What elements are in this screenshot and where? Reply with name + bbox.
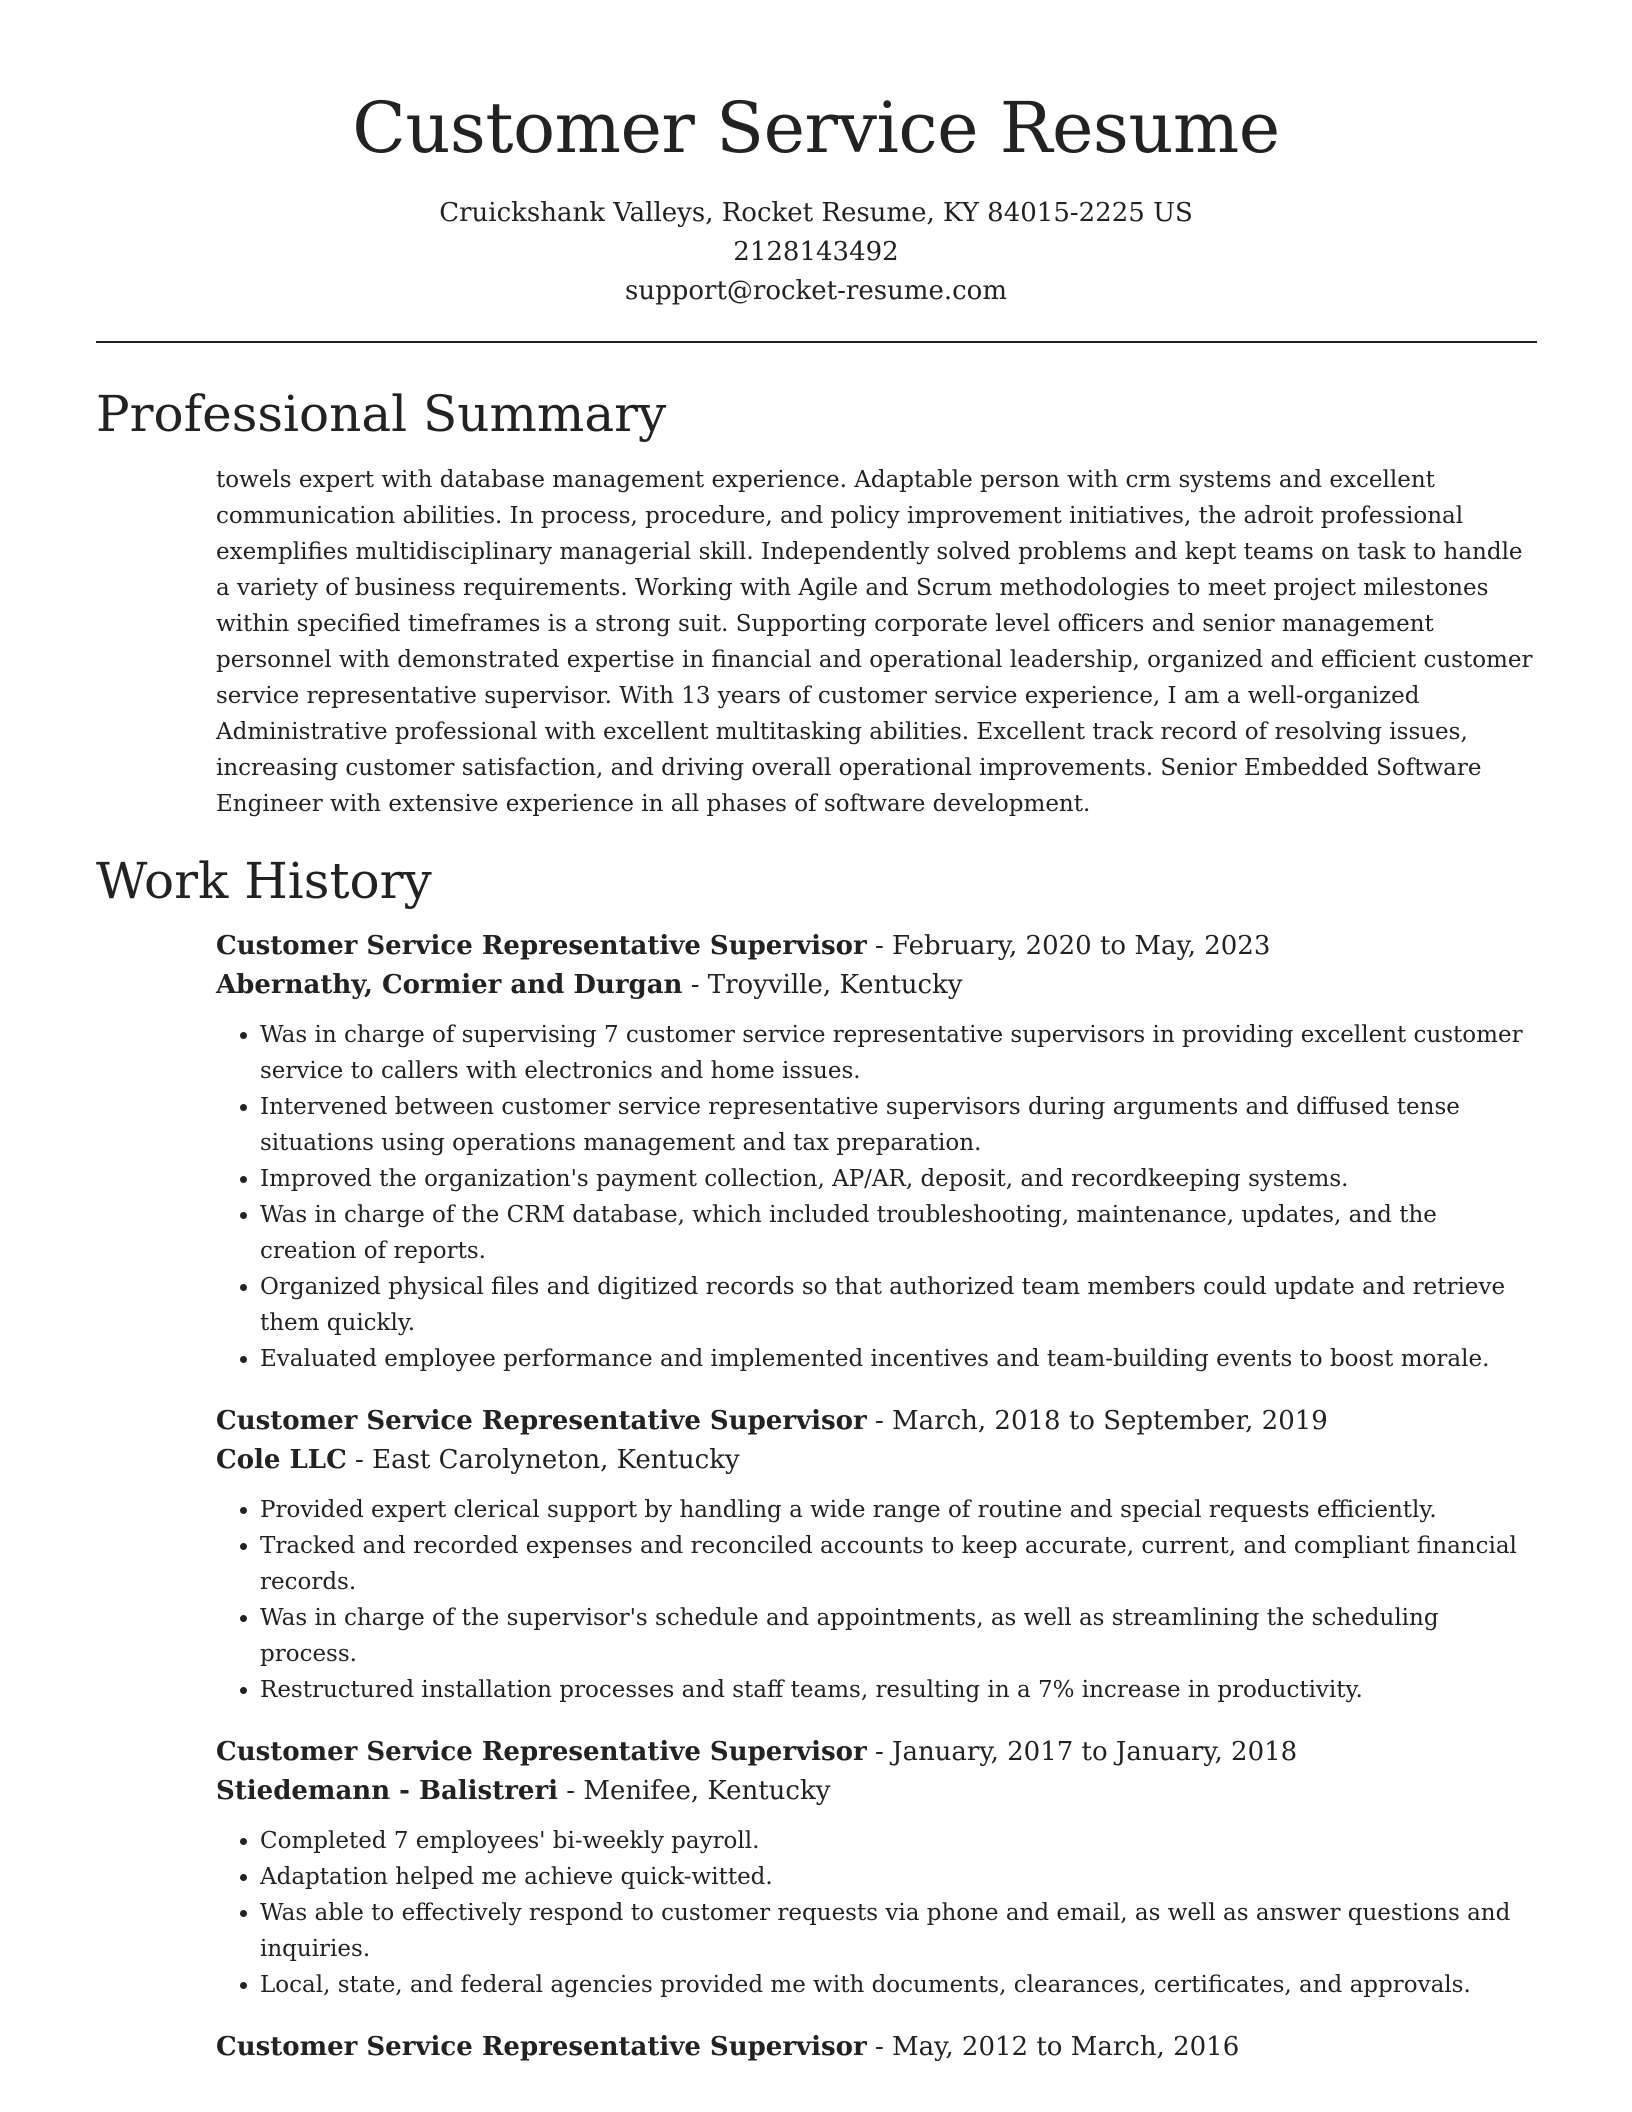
separator: - (866, 931, 893, 961)
job-duties (216, 1492, 1536, 1708)
job-title: Customer Service Representative Supervisor (216, 1737, 867, 1767)
job-location: Menifee, Kentucky (583, 1776, 831, 1806)
separator: - (866, 1406, 893, 1436)
job-dates: March, 2018 to September, 2019 (892, 1406, 1328, 1436)
job-duties (216, 1017, 1536, 1377)
job-title: Customer Service Representative Supervisor (216, 2032, 867, 2062)
duty-item: • Was in charge of supervising 7 customer service representative supervisors in providing excellent customer service to callers with electronics and home issues. (260, 1017, 1536, 1089)
resume-header (0, 0, 1632, 311)
duty-item: • Provided expert clerical support by handling a wide range of routine and special requests efficiently. (260, 1492, 1536, 1528)
duty-item: • Evaluated employee performance and implemented incentives and team-building events to boost morale. (260, 1341, 1536, 1377)
duty-item: • Organized physical files and digitized records so that authorized team members could update and retrieve them quickly. (260, 1269, 1536, 1341)
job-entry (216, 2028, 1536, 2067)
duty-item: • Completed 7 employees' bi-weekly payroll. (260, 1823, 1536, 1859)
separator: - (346, 1445, 373, 1475)
job-title: Customer Service Representative Supervisor (216, 931, 867, 961)
contact-info (0, 194, 1632, 311)
job-title: Customer Service Representative Supervisor (216, 1406, 867, 1436)
job-company: Cole LLC (216, 1445, 347, 1475)
job-company: Stiedemann - Balistreri (216, 1776, 559, 1806)
resume-title: Customer Service Resume (352, 87, 1280, 169)
contact-email: support@rocket-resume.com (624, 276, 1007, 306)
header-divider (96, 341, 1537, 343)
job-location: Troyville, Kentucky (707, 970, 963, 1000)
duty-item: • Was in charge of the supervisor's schedule and appointments, as well as streamlining the scheduling process. (260, 1600, 1536, 1672)
job-duties (216, 1823, 1536, 2003)
job-entry (216, 1402, 1536, 1708)
contact-phone: 2128143492 (733, 237, 899, 267)
job-title-line (216, 1733, 1536, 1772)
job-company-line (216, 1772, 1536, 1811)
duty-item: • Was able to effectively respond to customer requests via phone and email, as well as answer questions and inquiries. (260, 1895, 1536, 1967)
job-title-line (216, 2028, 1536, 2067)
job-dates: January, 2017 to January, 2018 (892, 1737, 1298, 1767)
separator: - (866, 1737, 893, 1767)
contact-address: Cruickshank Valleys, Rocket Resume, KY 84015-2225 US (439, 198, 1193, 228)
summary-heading: Professional Summary (96, 385, 667, 443)
duty-item: • Was in charge of the CRM database, which included troubleshooting, maintenance, updates, and the creation of reports. (260, 1197, 1536, 1269)
duty-item: • Adaptation helped me achieve quick-witted. (260, 1859, 1536, 1895)
job-company-line (216, 966, 1536, 1005)
summary-text: towels expert with database management experience. Adaptable person with crm systems and excellent communication abilities. In process, procedure, and policy improvement initiatives, the adroit professional exemplifies multidisciplinary managerial skill. Independently solved problems and kept teams on task to handle a variety of business requirements. Working with Agile and Scrum methodologies to meet project milestones within specified timeframes is a strong suit. Supporting corporate level officers and senior management personnel with demonstrated expertise in financial and operational leadership, organized and efficient customer service representative supervisor. With 13 years of customer service experience, I am a well-organized Administrative professional with excellent multitasking abilities. Excellent track record of resolving issues, increasing customer satisfaction, and driving overall operational improvements. Senior Embedded Software Engineer with extensive experience in all phases of software development. (216, 467, 1533, 817)
duty-item: • Restructured installation processes and staff teams, resulting in a 7% increase in productivity. (260, 1672, 1536, 1708)
job-company: Abernathy, Cormier and Durgan (216, 970, 683, 1000)
separator: - (558, 1776, 584, 1806)
duty-item: • Intervened between customer service representative supervisors during arguments and diffused tense situations using operations management and tax preparation. (260, 1089, 1536, 1161)
job-location: East Carolyneton, Kentucky (372, 1445, 740, 1475)
duty-item: • Local, state, and federal agencies provided me with documents, clearances, certificates, and approvals. (260, 1967, 1536, 2003)
job-title-line (216, 1402, 1536, 1441)
job-dates: May, 2012 to March, 2016 (892, 2032, 1240, 2062)
job-title-line (216, 927, 1536, 966)
job-list (216, 927, 1536, 2092)
separator: - (866, 2032, 893, 2062)
job-entry (216, 927, 1536, 1377)
work-history-heading: Work History (96, 852, 432, 910)
separator: - (682, 970, 708, 1000)
duty-item: • Tracked and recorded expenses and reconciled accounts to keep accurate, current, and compliant financial records. (260, 1528, 1536, 1600)
job-dates: February, 2020 to May, 2023 (892, 931, 1271, 961)
job-company-line (216, 1441, 1536, 1480)
job-entry (216, 1733, 1536, 2003)
duty-item: • Improved the organization's payment collection, AP/AR, deposit, and recordkeeping systems. (260, 1161, 1536, 1197)
